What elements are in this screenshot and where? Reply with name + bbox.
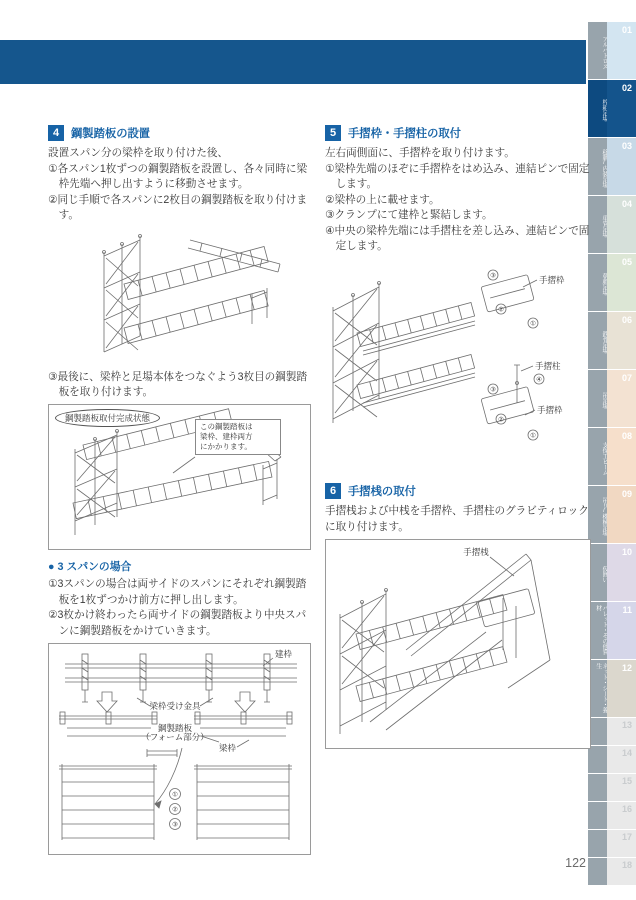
label-handrail-rail: 手摺桟 (463, 547, 489, 558)
tab-06-number: 06 (607, 312, 636, 369)
tab-16 (588, 802, 636, 829)
label-handrail-frame-bottom: 手摺枠 (537, 404, 563, 415)
section-4-step-2: ②同じ手順で各スパンに2枚目の鋼製踏板を取り付けます。 (48, 193, 308, 222)
svg-text:④: ④ (536, 376, 542, 384)
label-bracket: 梁枠受け金具 (149, 701, 201, 712)
section-5-header (325, 125, 591, 141)
section-6-body: 手摺桟および中桟を手摺枠、手摺柱のグラビティロックに取り付けます。 (325, 504, 589, 533)
subsection-3span-step-2: ②3枚かけ終わったら両サイドの鋼製踏板より中央スパンに鋼製踏板をかけていきます。 (48, 609, 307, 637)
tab-16-number: 16 (607, 802, 636, 829)
tab-05-number: 05 (607, 254, 636, 311)
tab-01 (588, 22, 636, 79)
svg-text:③: ③ (172, 821, 178, 829)
tab-14-number: 14 (607, 746, 636, 773)
tab-11-label: パレット・その他資材 (588, 602, 607, 659)
section-5-step-3: ③クランプにて建枠と緊結します。 (325, 209, 493, 222)
label-plank-form: （フォーム部分） (141, 732, 209, 743)
figure-3span-diagram (48, 643, 311, 855)
svg-text:②: ② (498, 416, 504, 424)
figure-badge: 鋼製踏板取付完成状態 (55, 409, 160, 427)
tab-07 (588, 370, 636, 427)
tab-03-label: 移動/内装足場 (588, 138, 607, 195)
section-6-header (325, 483, 591, 499)
tab-09-label: 吊り/機械足場 (588, 486, 607, 543)
tab-01-label: アルバトロス (588, 22, 607, 79)
svg-text:①: ① (172, 791, 178, 799)
tab-08-label: 支保工ビーム (588, 428, 607, 485)
tab-04-number: 04 (607, 196, 636, 253)
tab-18-number: 18 (607, 858, 636, 885)
right-column (325, 125, 591, 749)
tab-10-number: 10 (607, 544, 636, 601)
section-4-title: 鋼製踏板の設置 (71, 128, 151, 140)
tab-01-number: 01 (607, 22, 636, 79)
figure-handrail-frame-drawing (325, 259, 591, 475)
section-4-header (48, 125, 311, 141)
section-5-step-2: ②梁枠の上に載せます。 (325, 193, 440, 206)
figure-plank-install-drawing (62, 226, 297, 368)
figure-handrail-rail-diagram (325, 539, 591, 749)
tab-12 (588, 660, 636, 717)
tab-05 (588, 254, 636, 311)
tab-02-number: 02 (607, 80, 636, 137)
tab-05-label: 朝顔足場 (588, 254, 607, 311)
figure-completed-state (48, 404, 311, 550)
tab-02-label: 枠組足場 (588, 80, 607, 137)
tab-13 (588, 718, 636, 745)
section-6-number-badge: 6 (325, 483, 341, 499)
tab-10-label: 仮囲い (588, 544, 607, 601)
tab-04 (588, 196, 636, 253)
label-handrail-post: 手摺柱 (535, 360, 561, 371)
subsection-3span-step-1: ①3スパンの場合は両サイドのスパンにそれぞれ鋼製踏板を1枚ずつかけ前方に押し出します。 (48, 577, 307, 606)
svg-text:①: ① (530, 432, 536, 440)
tab-03-number: 03 (607, 138, 636, 195)
tab-13-number: 13 (607, 718, 636, 745)
label-handrail-frame-top: 手摺枠 (539, 274, 565, 285)
section-5-number-badge: 5 (325, 125, 341, 141)
tab-07-label: 吊足場 (588, 370, 607, 427)
tab-11-number: 11 (607, 602, 636, 659)
figure-callout: この鋼製踏板は 梁枠、建枠両方 にかかります。 (195, 419, 281, 455)
section-5-intro: 左右両側面に、手摺枠を取り付けます。 (325, 147, 515, 159)
tab-18 (588, 858, 636, 885)
section-4-number-badge: 4 (48, 125, 64, 141)
svg-text:③: ③ (490, 272, 496, 280)
section-5-step-1: ①梁枠先端のほぞに手摺枠をはめ込み、連結ピンで固定します。 (325, 162, 590, 191)
section-4-step-3: ③最後に、梁枠と足場本体をつなぐよう3枚目の鋼製踏板を取り付けます。 (48, 370, 308, 399)
side-index-tabs (588, 22, 636, 885)
svg-text:②: ② (172, 806, 178, 814)
label-beam: 梁枠 (219, 743, 237, 754)
svg-text:①: ① (530, 320, 536, 328)
tab-07-number: 07 (607, 370, 636, 427)
section-4-step-1: ①各スパン1枚ずつの鋼製踏板を設置し、各々同時に梁枠先端へ押し出すように移動させます。 (48, 162, 308, 191)
tab-09 (588, 486, 636, 543)
tab-06 (588, 312, 636, 369)
tab-04-label: 単管足場 (588, 196, 607, 253)
page-number: 122 (565, 856, 586, 870)
tab-09-number: 09 (607, 486, 636, 543)
section-5-title: 手摺枠・手摺柱の取付 (348, 128, 461, 140)
tab-03 (588, 138, 636, 195)
tab-08 (588, 428, 636, 485)
tab-15 (588, 774, 636, 801)
tab-02-active (588, 80, 636, 137)
label-tatewaku: 建枠 (275, 649, 293, 660)
tab-15-number: 15 (607, 774, 636, 801)
tab-17-number: 17 (607, 830, 636, 857)
subsection-3span-heading: ● 3 スパンの場合 (48, 560, 132, 573)
section-4-intro: 設置スパン分の梁枠を取り付けた後、 (48, 147, 229, 159)
header-bar (0, 40, 586, 84)
tab-17 (588, 830, 636, 857)
section-6-title: 手摺桟の取付 (348, 485, 416, 498)
section-5-step-4: ④中央の梁枠先端には手摺柱を差し込み、連結ピンで固定します。 (325, 224, 590, 253)
tab-14 (588, 746, 636, 773)
tab-12-number: 12 (607, 660, 636, 717)
tab-12-label: ネット・シート・養生 (588, 660, 607, 717)
svg-text:③: ③ (490, 386, 496, 394)
svg-text:②: ② (498, 306, 504, 314)
tab-06-label: 鉄骨足場 (588, 312, 607, 369)
left-column (48, 125, 311, 855)
tab-10 (588, 544, 636, 601)
tab-11 (588, 602, 636, 659)
tab-08-number: 08 (607, 428, 636, 485)
label-plank: 鋼製踏板 (157, 723, 193, 734)
